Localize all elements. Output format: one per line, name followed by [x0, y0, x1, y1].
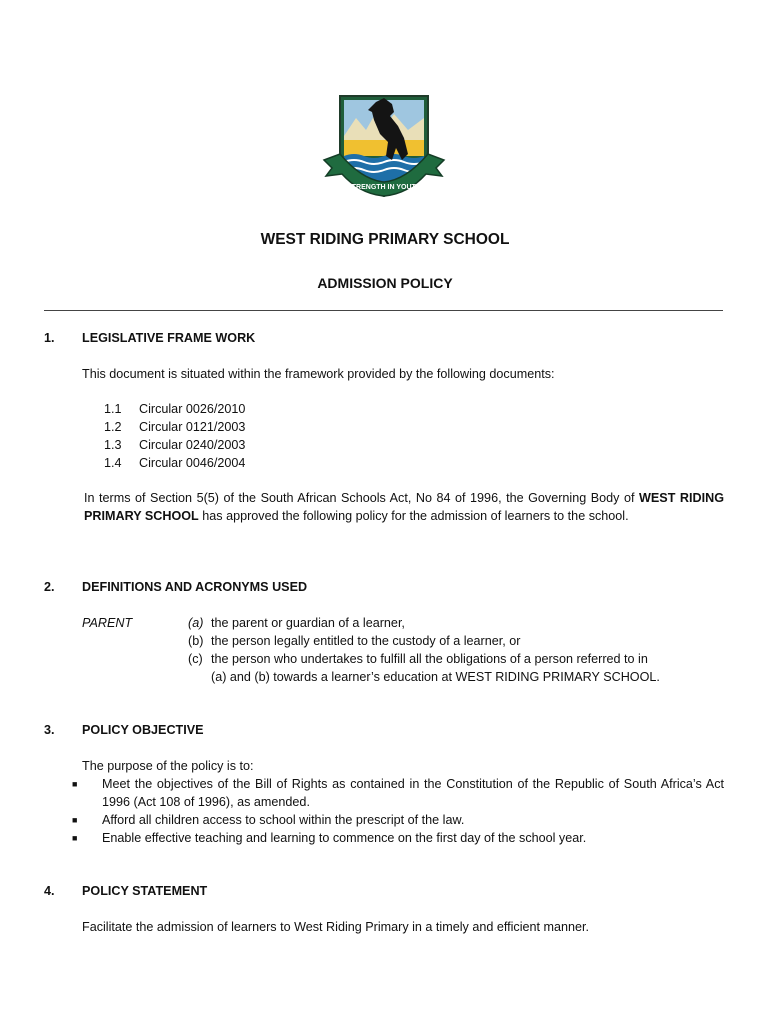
section-4-number: 4. [44, 884, 55, 898]
bullet-text: Afford all children access to school within the prescript of the law. [102, 813, 465, 827]
paragraph-bold-text: WEST RIDING PRIMARY SCHOOL [84, 491, 724, 523]
definition-key: (c) [188, 652, 203, 666]
list-item-number: 1.2 [104, 420, 122, 434]
definition-text: the person legally entitled to the custody of a learner, or [211, 634, 521, 648]
bullet-text: Enable effective teaching and learning to commence on the first day of the school year. [102, 831, 587, 845]
crest-motto: STRENGTH IN YOUTH [347, 184, 421, 191]
section-3-number: 3. [44, 723, 55, 737]
paragraph-text: In terms of Section 5(5) of the South African Schools Act, No 84 of 1996, the Governing Body of [84, 491, 635, 505]
paragraph-text: has approved the following policy for the admission of learners to the school. [198, 509, 629, 523]
bullet-icon: ■ [72, 833, 78, 843]
section-1-number: 1. [44, 331, 55, 345]
bullet-icon: ■ [72, 815, 78, 825]
section-2-number: 2. [44, 580, 55, 594]
list-item-text: Circular 0240/2003 [139, 438, 246, 452]
definition-term: PARENT [82, 616, 133, 630]
school-name-heading: WEST RIDING PRIMARY SCHOOL [260, 231, 510, 248]
header-divider [44, 310, 723, 311]
section-3-intro: The purpose of the policy is to: [82, 759, 254, 773]
list-item-text: Circular 0046/2004 [139, 456, 246, 470]
list-item-number: 1.4 [104, 456, 122, 470]
list-item-text: Circular 0026/2010 [139, 402, 246, 416]
definition-continuation: (a) and (b) towards a learner’s education at WEST RIDING PRIMARY SCHOOL. [211, 670, 660, 684]
section-1-intro: This document is situated within the framework provided by the following documents: [82, 367, 555, 381]
bullet-icon: ■ [72, 779, 78, 789]
list-item-number: 1.3 [104, 438, 122, 452]
document-subtitle: ADMISSION POLICY [317, 275, 453, 291]
list-item-text: Circular 0121/2003 [139, 420, 246, 434]
section-3-heading: POLICY OBJECTIVE [82, 723, 204, 737]
definition-key: (a) [188, 616, 204, 630]
section-4-text: Facilitate the admission of learners to West Riding Primary in a timely and efficient manner. [82, 920, 590, 934]
section-4-heading: POLICY STATEMENT [82, 884, 208, 898]
section-1-paragraph [84, 489, 724, 525]
list-item-number: 1.1 [104, 402, 122, 416]
section-1-heading: LEGISLATIVE FRAME WORK [82, 331, 256, 345]
bullet-text: Meet the objectives of the Bill of Rights as contained in the Constitution of the Republic of South Africa’s Act 1996 (Act 108 of 1996), as amended. [102, 777, 724, 809]
section-2-heading: DEFINITIONS AND ACRONYMS USED [82, 580, 308, 594]
definition-text: the person who undertakes to fulfill all the obligations of a person referred to in [211, 652, 648, 666]
definition-key: (b) [188, 634, 204, 648]
definition-text: the parent or guardian of a learner, [211, 616, 405, 630]
school-crest-logo [318, 90, 450, 205]
